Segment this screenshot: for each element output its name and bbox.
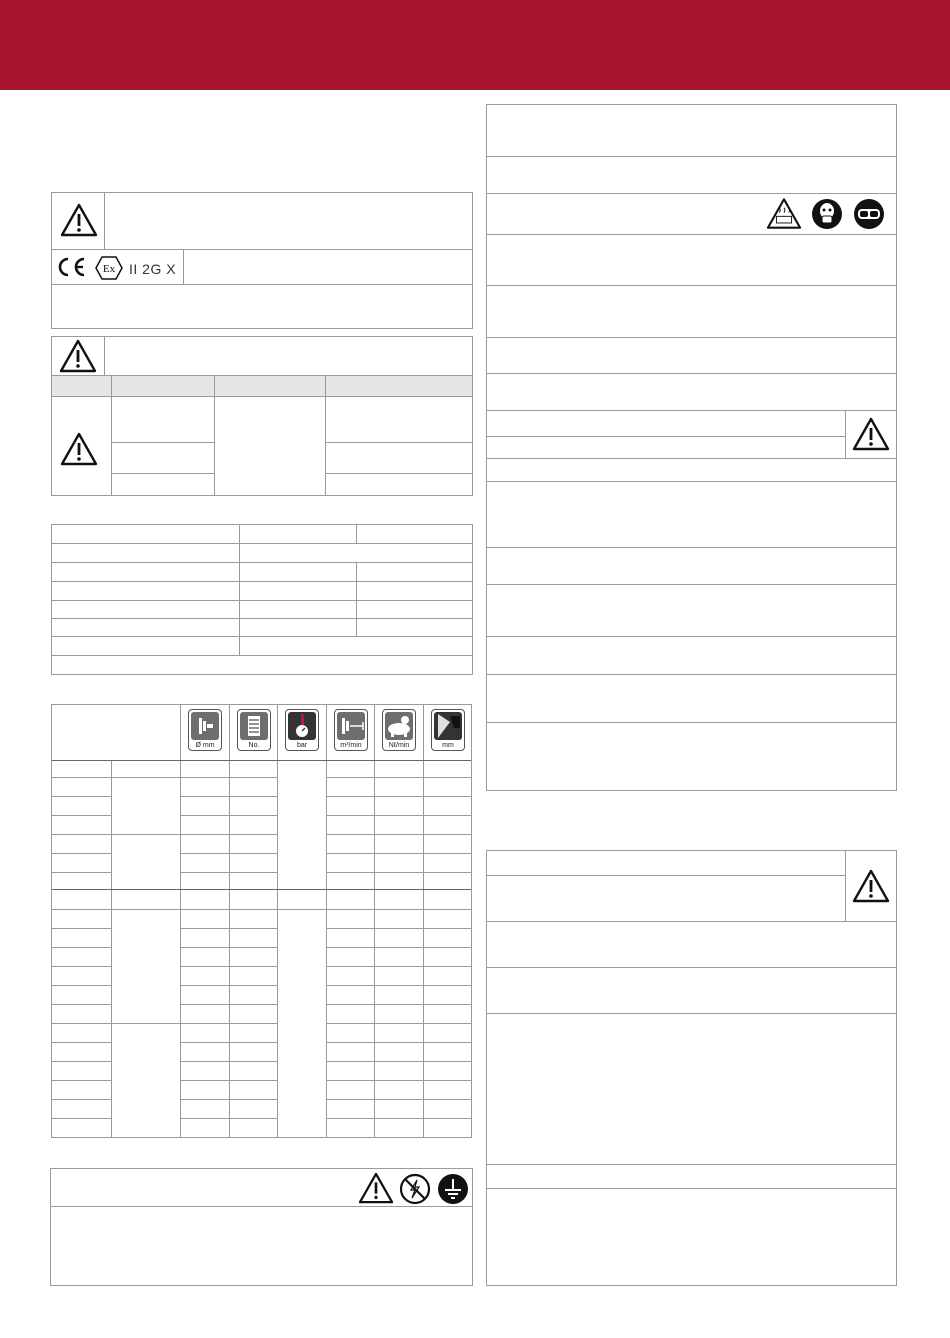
spray-width-icon: mm (431, 709, 465, 751)
hazard-vapour-icon (766, 197, 802, 230)
ground-icon (437, 1173, 469, 1205)
compressor-flow-icon: Nℓ/min (382, 709, 416, 751)
warning-table (51, 336, 473, 496)
nozzle-diameter-icon: Ø mm (188, 709, 222, 751)
warning-icon (60, 432, 98, 466)
warning-icon (358, 1172, 394, 1204)
svg-text:Ex: Ex (102, 263, 116, 275)
ce-mark-icon (54, 256, 88, 278)
cap-number-icon: No. (237, 709, 271, 751)
air-caps-table (51, 704, 472, 1138)
header-band (0, 0, 950, 90)
safety-goggles-icon (853, 198, 885, 230)
atex-marking: II 2G X (129, 261, 177, 277)
pressure-gauge-icon: bar (285, 709, 319, 751)
warning-icon (852, 417, 890, 451)
warning-icon (852, 869, 890, 903)
no-spark-icon (399, 1173, 431, 1205)
air-flow-icon: m³/min (334, 709, 368, 751)
operation-instructions-box (486, 850, 897, 1286)
respirator-mask-icon (811, 198, 843, 230)
warning-icon (59, 339, 97, 373)
warning-icon (60, 203, 98, 237)
ex-hexagon-icon (95, 255, 123, 281)
